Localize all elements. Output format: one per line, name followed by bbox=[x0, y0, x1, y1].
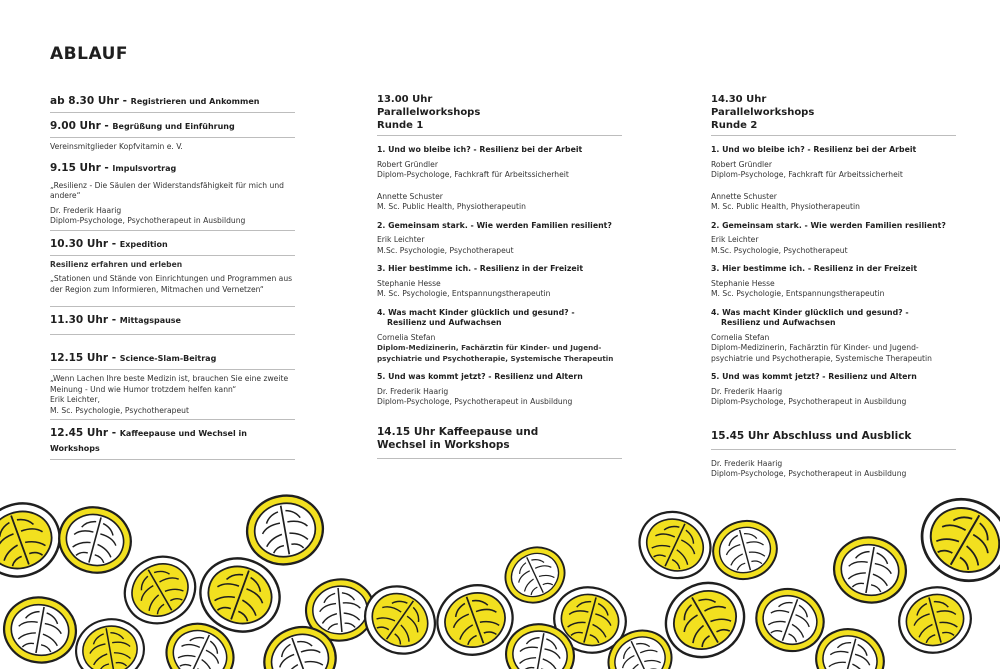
workshop-item bbox=[711, 372, 956, 408]
speaker-role: Diplom-Psychologe, Psychotherapeut in Ausbildung bbox=[377, 397, 573, 406]
speaker-role-line2: psychiatrie und Psychotherapie, Systemische Therapeutin bbox=[711, 353, 932, 363]
entry-time: 9.15 Uhr bbox=[50, 161, 101, 174]
speaker-name: Stephanie Hesse bbox=[711, 278, 775, 288]
schedule-entry: 9.00 Uhr - Begrüßung und Einführung bbox=[50, 119, 295, 138]
workshop-title: 4. Was macht Kinder glücklich und gesund? - bbox=[377, 307, 575, 317]
entry-text: Vereinsmitglieder Kopfvitamin e. V. bbox=[50, 142, 183, 151]
entry-time: 9.00 Uhr bbox=[50, 120, 101, 132]
schedule-entry: 12.15 Uhr - Science-Slam-Beitrag bbox=[50, 351, 295, 370]
speaker-role: M. Sc. Public Health, Physiotherapeutin bbox=[377, 202, 526, 211]
entry-title: Expedition bbox=[119, 239, 168, 249]
brain-lemon-icon bbox=[829, 532, 911, 608]
speaker-name: Dr. Frederik Haarig bbox=[377, 386, 449, 396]
workshops-round2-column bbox=[711, 93, 956, 480]
entry-details bbox=[50, 181, 295, 231]
speaker-role: Diplom-Medizinerin, Fachärztin für Kinder- und Jugend- bbox=[377, 343, 602, 352]
entry-time: 11.30 Uhr bbox=[50, 314, 109, 326]
speaker-name: Erik Leichter bbox=[377, 235, 425, 244]
entry-time: 10.30 Uhr bbox=[50, 237, 109, 250]
speaker-name: Cornelia Stefan bbox=[377, 332, 436, 342]
brain-lemon-icon bbox=[907, 484, 1000, 597]
workshop-title: 2. Gemeinsam stark. - Wie werden Familien resilient? bbox=[711, 220, 946, 230]
round-time: 14.30 Uhr bbox=[711, 94, 767, 105]
speaker-name: Dr. Frederik Haarig bbox=[50, 205, 122, 215]
entry-quote: „Wenn Lachen Ihre beste Medizin ist, brauchen Sie eine zweite Meinung - Und wie Humor trotzdem helfen kann“ bbox=[50, 374, 289, 394]
workshop-title: 3. Hier bestimme ich. - Resilienz in der Freizeit bbox=[711, 264, 918, 273]
speaker-name: Annette Schuster bbox=[377, 191, 443, 201]
workshop-item bbox=[377, 372, 622, 408]
workshop-item bbox=[377, 221, 622, 257]
workshop-title: 1. Und wo bleibe ich? - Resilienz bei der Arbeit bbox=[711, 145, 917, 154]
brain-lemon-icon bbox=[352, 573, 448, 667]
schedule-morning-column bbox=[50, 94, 295, 464]
schedule-entry: 9.15 Uhr - Impulsvortrag bbox=[50, 161, 177, 174]
workshop-item bbox=[377, 264, 622, 300]
schedule-entry: ab 8.30 Uhr - Registrieren und Ankommen bbox=[50, 94, 295, 113]
brain-lemon-icon bbox=[0, 592, 81, 668]
round-header bbox=[377, 93, 622, 136]
workshop-title: 5. Und was kommt jetzt? - Resilienz und Altern bbox=[377, 372, 583, 381]
workshop-item bbox=[711, 221, 956, 257]
speaker-role: Diplom-Psychologe, Fachkraft für Arbeitssicherheit bbox=[711, 170, 903, 179]
speaker-name: Annette Schuster bbox=[711, 191, 777, 201]
closing-heading: 15.45 Uhr Abschluss und Ausblick bbox=[711, 430, 956, 450]
workshop-item bbox=[377, 145, 622, 213]
speaker-role: Diplom-Psychologe, Psychotherapeut in Ausbildung bbox=[711, 469, 907, 478]
speaker-name: Erik Leichter, bbox=[50, 395, 100, 404]
speaker-name: Erik Leichter bbox=[711, 235, 759, 244]
brain-lemon-icon bbox=[242, 490, 329, 571]
brain-lemon-icon bbox=[892, 579, 978, 660]
entry-title: Science-Slam-Beitrag bbox=[119, 354, 217, 363]
speaker-name: Dr. Frederik Haarig bbox=[711, 386, 783, 396]
round-header bbox=[711, 93, 956, 136]
brain-lemon-icon bbox=[71, 614, 149, 669]
entry-title: Registrieren und Ankommen bbox=[130, 97, 260, 106]
speaker-role: Diplom-Psychologe, Psychotherapeut in Ausbildung bbox=[711, 397, 907, 406]
round-label: Parallelworkshops bbox=[711, 107, 815, 118]
speaker-role-line2: psychiatrie und Psychotherapie, Systemische Therapeutin bbox=[377, 353, 614, 363]
coffee-break-heading bbox=[377, 426, 622, 459]
workshop-title: 5. Und was kommt jetzt? - Resilienz und Altern bbox=[711, 372, 917, 381]
entry-time: 12.45 Uhr bbox=[50, 427, 109, 439]
entry-title: Begrüßung und Einführung bbox=[112, 122, 235, 131]
round-number: Runde 1 bbox=[377, 120, 424, 131]
round-number: Runde 2 bbox=[711, 120, 758, 131]
break-line2: Wechsel in Workshops bbox=[377, 438, 510, 451]
workshop-item bbox=[711, 264, 956, 300]
speaker-role: M. Sc. Psychologie, Psychotherapeut bbox=[50, 405, 189, 415]
schedule-entry: 11.30 Uhr - Mittagspause bbox=[50, 313, 295, 335]
entry-time: 12.15 Uhr bbox=[50, 352, 109, 364]
speaker-name: Dr. Frederik Haarig bbox=[711, 458, 783, 468]
entry-details bbox=[50, 374, 295, 420]
workshop-item bbox=[711, 308, 956, 365]
entry-title: Mittagspause bbox=[119, 316, 181, 325]
workshop-title: 4. Was macht Kinder glücklich und gesund? - bbox=[711, 307, 909, 317]
speaker-name: Robert Gründler bbox=[377, 159, 438, 169]
entry-time: ab 8.30 Uhr bbox=[50, 95, 119, 107]
schedule-entry: 12.45 Uhr - Kaffeepause und Wechsel in Workshops bbox=[50, 426, 295, 460]
schedule-entry: 10.30 Uhr - Expedition bbox=[50, 237, 295, 256]
speaker-role: Diplom-Psychologe, Psychotherapeut in Ausbildung bbox=[50, 216, 246, 225]
round-time: 13.00 Uhr bbox=[377, 94, 433, 105]
workshop-title-line2: Resilienz und Aufwachsen bbox=[387, 318, 502, 327]
speaker-name: Stephanie Hesse bbox=[377, 278, 441, 288]
speaker-role: Diplom-Psychologe, Fachkraft für Arbeitssicherheit bbox=[377, 170, 569, 179]
speaker-role: M.Sc. Psychologie, Psychotherapeut bbox=[377, 245, 514, 255]
workshop-item bbox=[377, 308, 622, 365]
entry-subtitle: Resilienz erfahren und erleben bbox=[50, 259, 183, 269]
speaker-role: M. Sc. Public Health, Physiotherapeutin bbox=[711, 202, 860, 211]
workshop-title: 3. Hier bestimme ich. - Resilienz in der Freizeit bbox=[377, 264, 584, 273]
workshop-title: 1. Und wo bleibe ich? - Resilienz bei der Arbeit bbox=[377, 145, 583, 154]
speaker-name: Cornelia Stefan bbox=[711, 332, 770, 342]
speaker-role: M. Sc. Psychologie, Entspannungstherapeutin bbox=[711, 289, 885, 298]
workshop-item bbox=[711, 145, 956, 213]
round-label: Parallelworkshops bbox=[377, 107, 481, 118]
brain-lemon-icon bbox=[707, 514, 784, 586]
entry-title: Impulsvortrag bbox=[112, 163, 177, 173]
entry-details bbox=[50, 260, 295, 308]
speaker-role: M. Sc. Psychologie, Entspannungstherapeutin bbox=[377, 289, 551, 298]
brain-lemon-icon bbox=[52, 499, 138, 580]
speaker-name: Robert Gründler bbox=[711, 159, 772, 169]
brain-lemon-icon bbox=[629, 500, 722, 589]
entry-quote: „Stationen und Stände von Einrichtungen und Programmen aus der Region zum Informieren, Mitmachen und Vernetzen“ bbox=[50, 274, 293, 294]
workshop-title-line2: Resilienz und Aufwachsen bbox=[721, 318, 836, 327]
entry-title: Kaffeepause und Wechsel in Workshops bbox=[50, 429, 247, 453]
speaker-role: Diplom-Medizinerin, Fachärztin für Kinder- und Jugend- bbox=[711, 343, 919, 352]
speaker-role: M.Sc. Psychologie, Psychotherapeut bbox=[711, 245, 848, 255]
entry-quote: „Resilienz - Die Säulen der Widerstandsfähigkeit für mich und andere“ bbox=[50, 180, 284, 200]
workshop-title: 2. Gemeinsam stark. - Wie werden Familien resilient? bbox=[377, 220, 612, 230]
brain-lemon-decoration bbox=[0, 470, 1000, 669]
break-line1: 14.15 Uhr Kaffeepause und bbox=[377, 425, 539, 438]
page-title: ABLAUF bbox=[50, 44, 128, 64]
workshops-round1-column bbox=[377, 93, 622, 459]
